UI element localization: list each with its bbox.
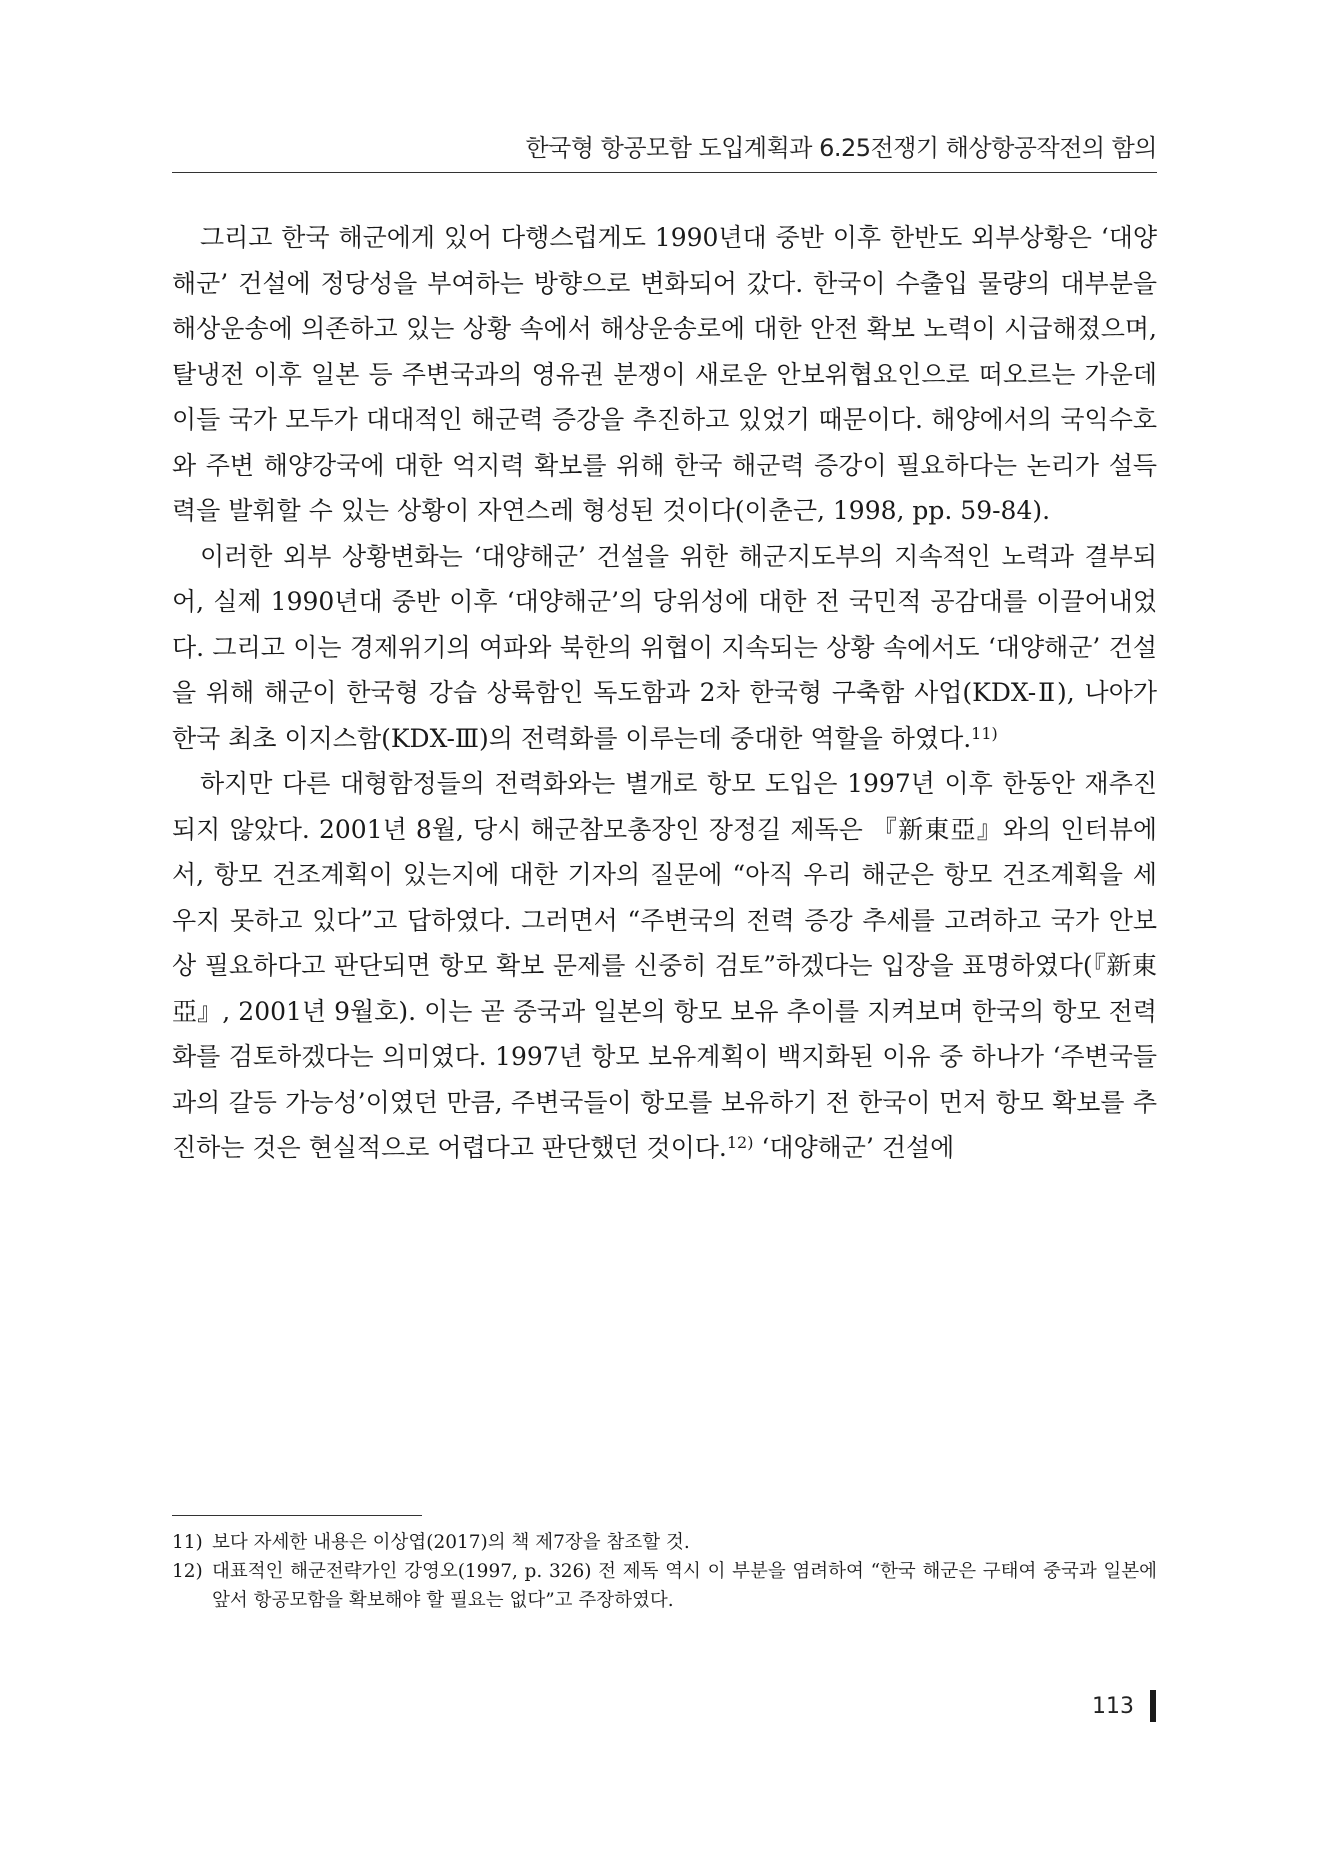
paragraph-1-text: 그리고 한국 해군에게 있어 다행스럽게도 1990년대 중반 이후 한반도 외부상황은 ‘대양해군’ 건설에 정당성을 부여하는 방향으로 변화되어 갔다. 한국이 수출입 물량의 대부분을 해상운송에 의존하고 있는 상황 속에서 해상운송로에 대한 안전 확보 노력이 시급해졌으며, 탈냉전 이후 일본 등 주변국과의 영유권 분쟁이 새로운 안보위협요인으로 떠오르는 가운데 이들 국가 모두가 대대적인 해군력 증강을 추진하고 있었기 때문이다. 해양에서의 국익수호와 주변 해양강국에 대한 억지력 확보를 위해 한국 해군력 증강이 필요하다는 논리가 설득력을 발휘할 수 있는 상황이 자연스레 형성된 것이다(이춘근, 1998, pp. 59-84). (172, 223, 1157, 525)
footnote-12 (172, 1557, 1157, 1615)
paragraph-3 (172, 761, 1157, 1171)
footnote-number: 11) (172, 1532, 203, 1553)
footnotes (172, 1528, 1157, 1615)
paragraph-2-text: 이러한 외부 상황변화는 ‘대양해군’ 건설을 위한 해군지도부의 지속적인 노력과 결부되어, 실제 1990년대 중반 이후 ‘대양해군’의 당위성에 대한 전 국민적 공감대를 이끌어내었다. 그리고 이는 경제위기의 여파와 북한의 위협이 지속되는 상황 속에서도 ‘대양해군’ 건설을 위해 해군이 한국형 강습 상륙함인 독도함과 2차 한국형 구축함 사업(KDX-Ⅱ), 나아가 한국 최초 이지스함(KDX-Ⅲ)의 전력화를 이루는데 중대한 역할을 하였다. (172, 541, 1157, 753)
page-number-bar (1150, 1690, 1156, 1722)
footnote-rule (172, 1515, 422, 1516)
header-rule (172, 172, 1157, 173)
footnote-ref-11[interactable]: 11) (971, 723, 998, 743)
paragraph-2 (172, 534, 1157, 762)
page-number: 113 (1092, 1694, 1134, 1719)
footnote-ref-12[interactable]: 12) (726, 1133, 754, 1152)
running-header: 한국형 항공모함 도입계획과 6.25전쟁기 해상항공작전의 함의 (525, 134, 1157, 162)
footnote-11 (172, 1528, 1157, 1557)
paragraph-3-text: 하지만 다른 대형함정들의 전력화와는 별개로 항모 도입은 1997년 이후 한동안 재추진되지 않았다. 2001년 8월, 당시 해군참모총장인 장정길 제독은 『新東亞』와의 인터뷰에서, 항모 건조계획이 있는지에 대한 기자의 질문에 “아직 우리 해군은 항모 건조계획을 세우지 못하고 있다”고 답하였다. 그러면서 “주변국의 전력 증강 추세를 고려하고 국가 안보상 필요하다고 판단되면 항모 확보 문제를 신중히 검토”하겠다는 입장을 표명하였다(『新東亞』, 2001년 9월호). 이는 곧 중국과 일본의 항모 보유 추이를 지켜보며 한국의 항모 전력화를 검토하겠다는 의미였다. 1997년 항모 보유계획이 백지화된 이유 중 하나가 ‘주변국들과의 갈등 가능성’이였던 만큼, 주변국들이 항모를 보유하기 전 한국이 먼저 항모 확보를 추진하는 것은 현실적으로 어렵다고 판단했던 것이다. (172, 769, 1157, 1162)
footnote-text: 대표적인 해군전략가인 강영오(1997, p. 326) 전 제독 역시 이 부분을 염려하여 “한국 해군은 구태여 중국과 일본에 앞서 항공모함을 확보해야 할 필요는 없다”고 주장하였다. (212, 1561, 1157, 1611)
body-text (172, 215, 1157, 1171)
paragraph-3-continuation: ‘대양해군’ 건설에 (753, 1133, 955, 1162)
paragraph-1 (172, 215, 1157, 534)
footnote-number: 12) (172, 1561, 203, 1582)
footnote-text: 보다 자세한 내용은 이상엽(2017)의 책 제7장을 참조할 것. (212, 1532, 690, 1553)
